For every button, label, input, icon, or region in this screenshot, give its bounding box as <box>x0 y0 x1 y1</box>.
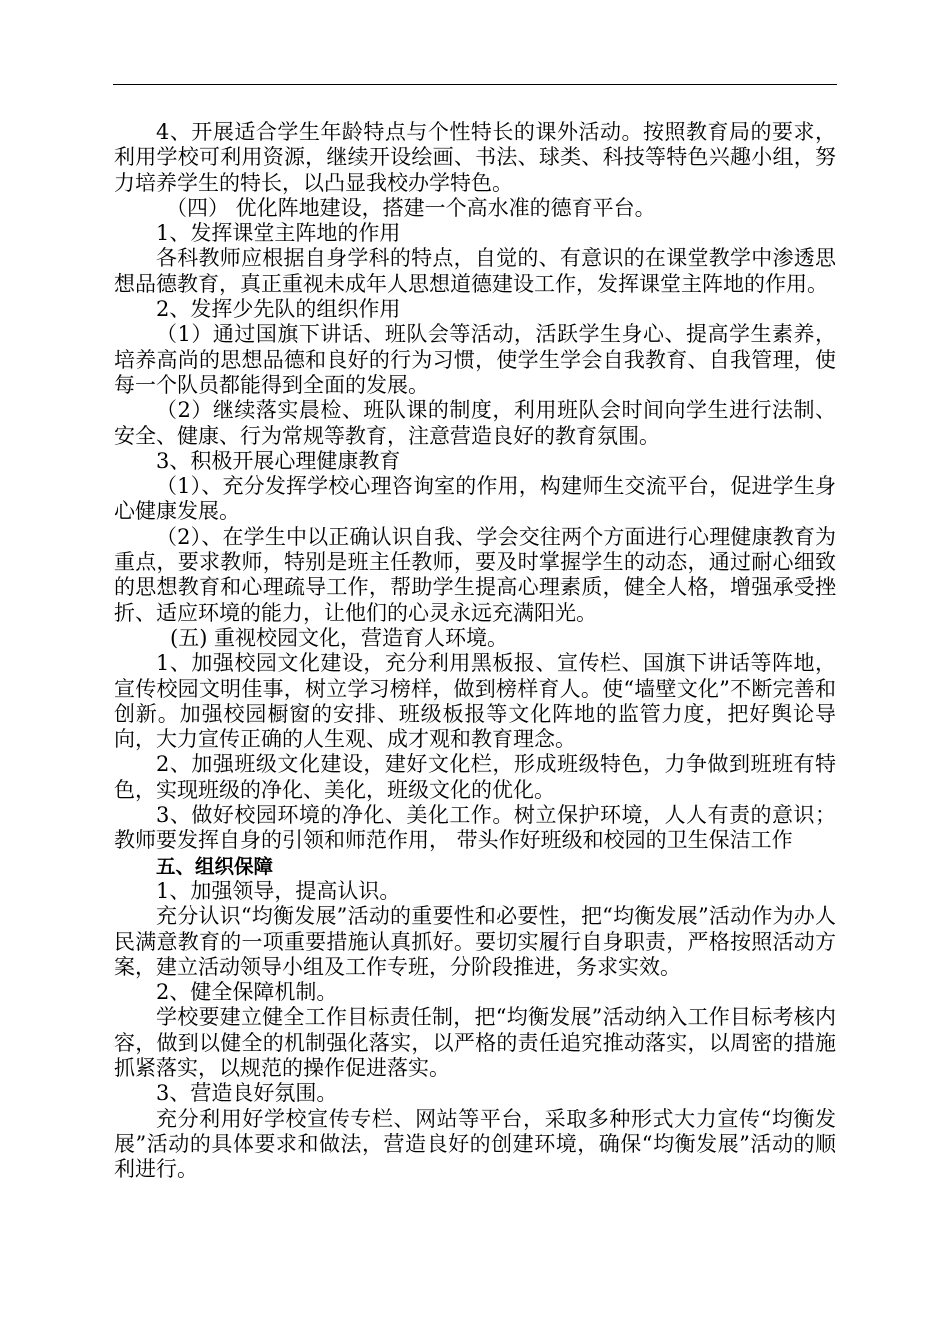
subheading: 1、发挥课堂主阵地的作用 <box>156 221 401 246</box>
paragraph: （2）、在学生中以正确认识自我、学会交往两个方面进行心理健康教育为重点，要求教师，特别是班主任教师，要及时掌握学生的动态，通过耐心细致的思想教育和心理疏导工作，帮助学生提高心理素质，健全人格，增强承受挫折、适应环境的能力，让他们的心灵永远充满阳光。 <box>114 524 836 625</box>
subheading: 2、健全保障机制。 <box>156 980 338 1005</box>
paragraph: 充分认识“均衡发展”活动的重要性和必要性，把“均衡发展”活动作为办人民满意教育的一项重要措施认真抓好。要切实履行自身职责，严格按照活动方案，建立活动领导小组及工作专班，分阶段推进，务求实效。 <box>114 904 836 979</box>
subheading: 2、发挥少先队的组织作用 <box>156 297 401 322</box>
paragraph: （1）通过国旗下讲话、班队会等活动，活跃学生身心、提高学生素养，培养高尚的思想品德和良好的行为习惯，使学生学会自我教育、自我管理，使每一个队员都能得到全面的发展。 <box>114 322 836 397</box>
paragraph: 4、开展适合学生年龄特点与个性特长的课外活动。按照教育局的要求，利用学校可利用资源，继续开设绘画、书法、球类、科技等特色兴趣小组，努力培养学生的特长，以凸显我校办学特色。 <box>114 120 836 195</box>
subheading: 3、营造良好氛围。 <box>156 1081 338 1106</box>
section-heading: （四） 优化阵地建设，搭建一个高水准的德育平台。 <box>166 195 656 220</box>
section-heading: (五) 重视校园文化，营造育人环境。 <box>170 625 509 650</box>
document-body <box>114 120 836 1182</box>
paragraph: （1）、充分发挥学校心理咨询室的作用，构建师生交流平台，促进学生身心健康发展。 <box>114 474 836 524</box>
paragraph: 充分利用好学校宣传专栏、网站等平台，采取多种形式大力宣传“均衡发展”活动的具体要求和做法，营造良好的创建环境，确保“均衡发展”活动的顺利进行。 <box>114 1106 836 1182</box>
chapter-heading: 五、组织保障 <box>156 854 274 878</box>
paragraph: 1、加强校园文化建设，充分利用黑板报、宣传栏、国旗下讲话等阵地，宣传校园文明佳事，树立学习榜样，做到榜样育人。使“墙壁文化”不断完善和创新。加强校园橱窗的安排、班级板报等文化阵地的监管力度，把好舆论导向，大力宣传正确的人生观、成才观和教育理念。 <box>114 651 836 752</box>
paragraph: 学校要建立健全工作目标责任制，把“均衡发展”活动纳入工作目标考核内容，做到以健全的机制强化落实，以严格的责任追究推动落实，以周密的措施抓紧落实，以规范的操作促进落实。 <box>114 1005 836 1080</box>
paragraph: 2、加强班级文化建设，建好文化栏，形成班级特色，力争做到班班有特色，实现班级的净化、美化，班级文化的优化。 <box>114 752 836 802</box>
subheading: 1、加强领导，提高认识。 <box>156 878 401 903</box>
paragraph: （2）继续落实晨检、班队课的制度，利用班队会时间向学生进行法制、安全、健康、行为常规等教育，注意营造良好的教育氛围。 <box>114 398 836 448</box>
subheading: 3、积极开展心理健康教育 <box>156 448 401 473</box>
paragraph: 3、做好校园环境的净化、美化工作。树立保护环境，人人有责的意识；教师要发挥自身的引领和师范作用， 带头作好班级和校园的卫生保洁工作 <box>114 803 836 853</box>
header-rule <box>113 84 837 85</box>
paragraph: 各科教师应根据自身学科的特点，自觉的、有意识的在课堂教学中渗透思想品德教育，真正重视未成年人思想道德建设工作，发挥课堂主阵地的作用。 <box>114 246 836 296</box>
